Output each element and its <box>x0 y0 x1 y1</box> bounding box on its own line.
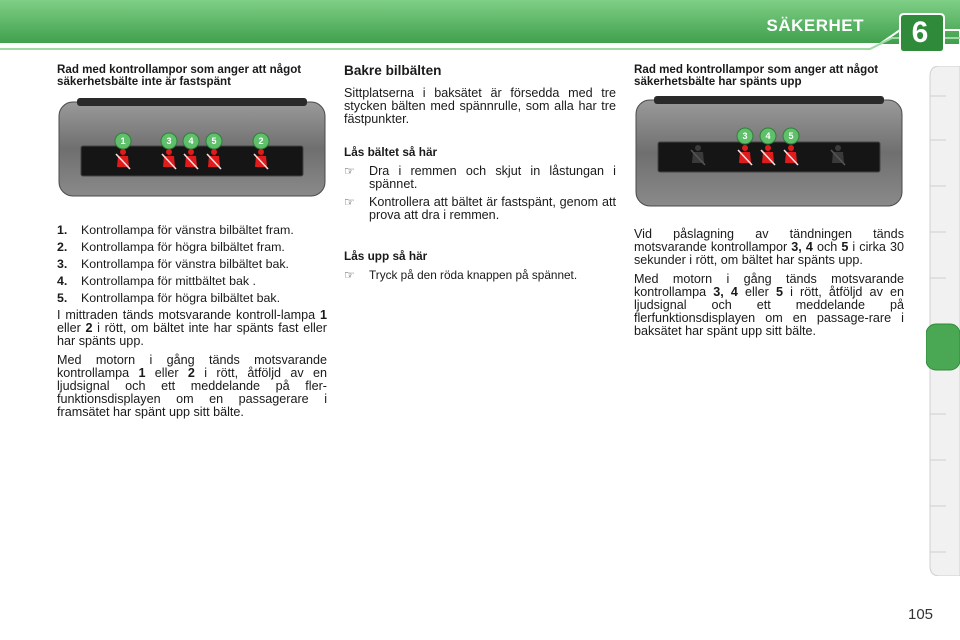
chapter-number: 6 <box>911 16 929 49</box>
middle-intro: Sittplatserna i baksätet är försedda med tre stycken bälten med spännrulle, som alla har tre fästpunkter. <box>344 86 616 126</box>
unlock-subtitle: Lås upp så här <box>344 249 428 263</box>
pointing-hand-icon: ☞ <box>344 268 355 282</box>
list-item: ☞ Kontrollera att bältet är fastspänt, genom att prova att dra i remmen. <box>344 195 616 222</box>
unlock-steps <box>344 269 616 282</box>
chapter-tab-strip <box>926 66 960 576</box>
right-column <box>634 64 904 88</box>
rear-warning-lamp-panel <box>634 96 904 210</box>
pointing-hand-icon: ☞ <box>344 164 355 178</box>
section-title: Bakre bilbälten <box>344 63 442 78</box>
list-item: ☞ Tryck på den röda knappen på spännet. <box>344 268 578 282</box>
panel-label: 4 <box>188 136 194 146</box>
page-number: 105 <box>908 606 934 623</box>
list-item: ☞ Dra i remmen och skjut in låstungan i spännet. <box>344 164 616 191</box>
list-item: 1. Kontrollampa för vänstra bilbältet fram. <box>57 223 294 237</box>
pointing-hand-icon: ☞ <box>344 195 355 209</box>
list-item: 2. Kontrollampa för högra bilbältet fram. <box>57 240 285 254</box>
panel-label: 2 <box>258 136 264 146</box>
left-panel-caption: Rad med kontrollampor som anger att något säkerhetsbälte inte är fastspänt <box>57 63 302 88</box>
chapter-header <box>0 0 960 52</box>
panel-label: 1 <box>120 136 126 146</box>
list-item: 3. Kontrollampa för vänstra bilbältet bak. <box>57 257 289 271</box>
panel-label: 4 <box>765 131 771 141</box>
lamp-legend-list <box>57 224 327 305</box>
right-column-body <box>634 228 904 344</box>
left-paragraph-1: I mittraden tänds motsvarande kontroll-lampa 1 eller 2 i rött, om bältet inte har spänts fast eller har spänts upp. <box>57 308 327 348</box>
right-paragraph-2: Med motorn i gång tänds motsvarande kontrollampa 3, 4 eller 5 i rött, åtföljd av en ljudsignal och ett meddelande på flerfunktionsdisplayen om en passage-rare i baksätet har spänt upp sitt bälte. <box>634 272 904 338</box>
active-chapter-tab <box>926 324 960 370</box>
left-column-body <box>57 224 327 425</box>
list-item: 5. Kontrollampa för högra bilbältet bak. <box>57 291 281 305</box>
middle-column <box>344 64 616 290</box>
chapter-title: SÄKERHET <box>766 16 864 35</box>
panel-label: 5 <box>211 136 217 146</box>
lock-steps <box>344 165 616 222</box>
right-paragraph-1: Vid påslagning av tändningen tänds motsvarande kontrollampor 3, 4 och 5 i cirka 30 sekunder i rött, om bältet har spänts upp. <box>634 227 904 267</box>
panel-label: 3 <box>166 136 172 146</box>
left-paragraph-2: Med motorn i gång tänds motsvarande kontrollampa 1 eller 2 i rött, åtföljd av en ljudsignal och ett meddelande på fler-funktionsdisplayen om en passagerare i framsätet har spänt upp sitt bälte. <box>57 353 327 419</box>
left-column <box>57 64 327 88</box>
lit-lamp-icons <box>738 145 798 165</box>
lock-subtitle: Lås bältet så här <box>344 145 438 159</box>
panel-label: 5 <box>788 131 794 141</box>
list-item: 4. Kontrollampa för mittbältet bak . <box>57 274 256 288</box>
front-warning-lamp-panel <box>57 98 327 200</box>
right-panel-caption: Rad med kontrollampor som anger att något säkerhetsbälte har spänts upp <box>634 63 879 88</box>
panel-label: 3 <box>742 131 748 141</box>
